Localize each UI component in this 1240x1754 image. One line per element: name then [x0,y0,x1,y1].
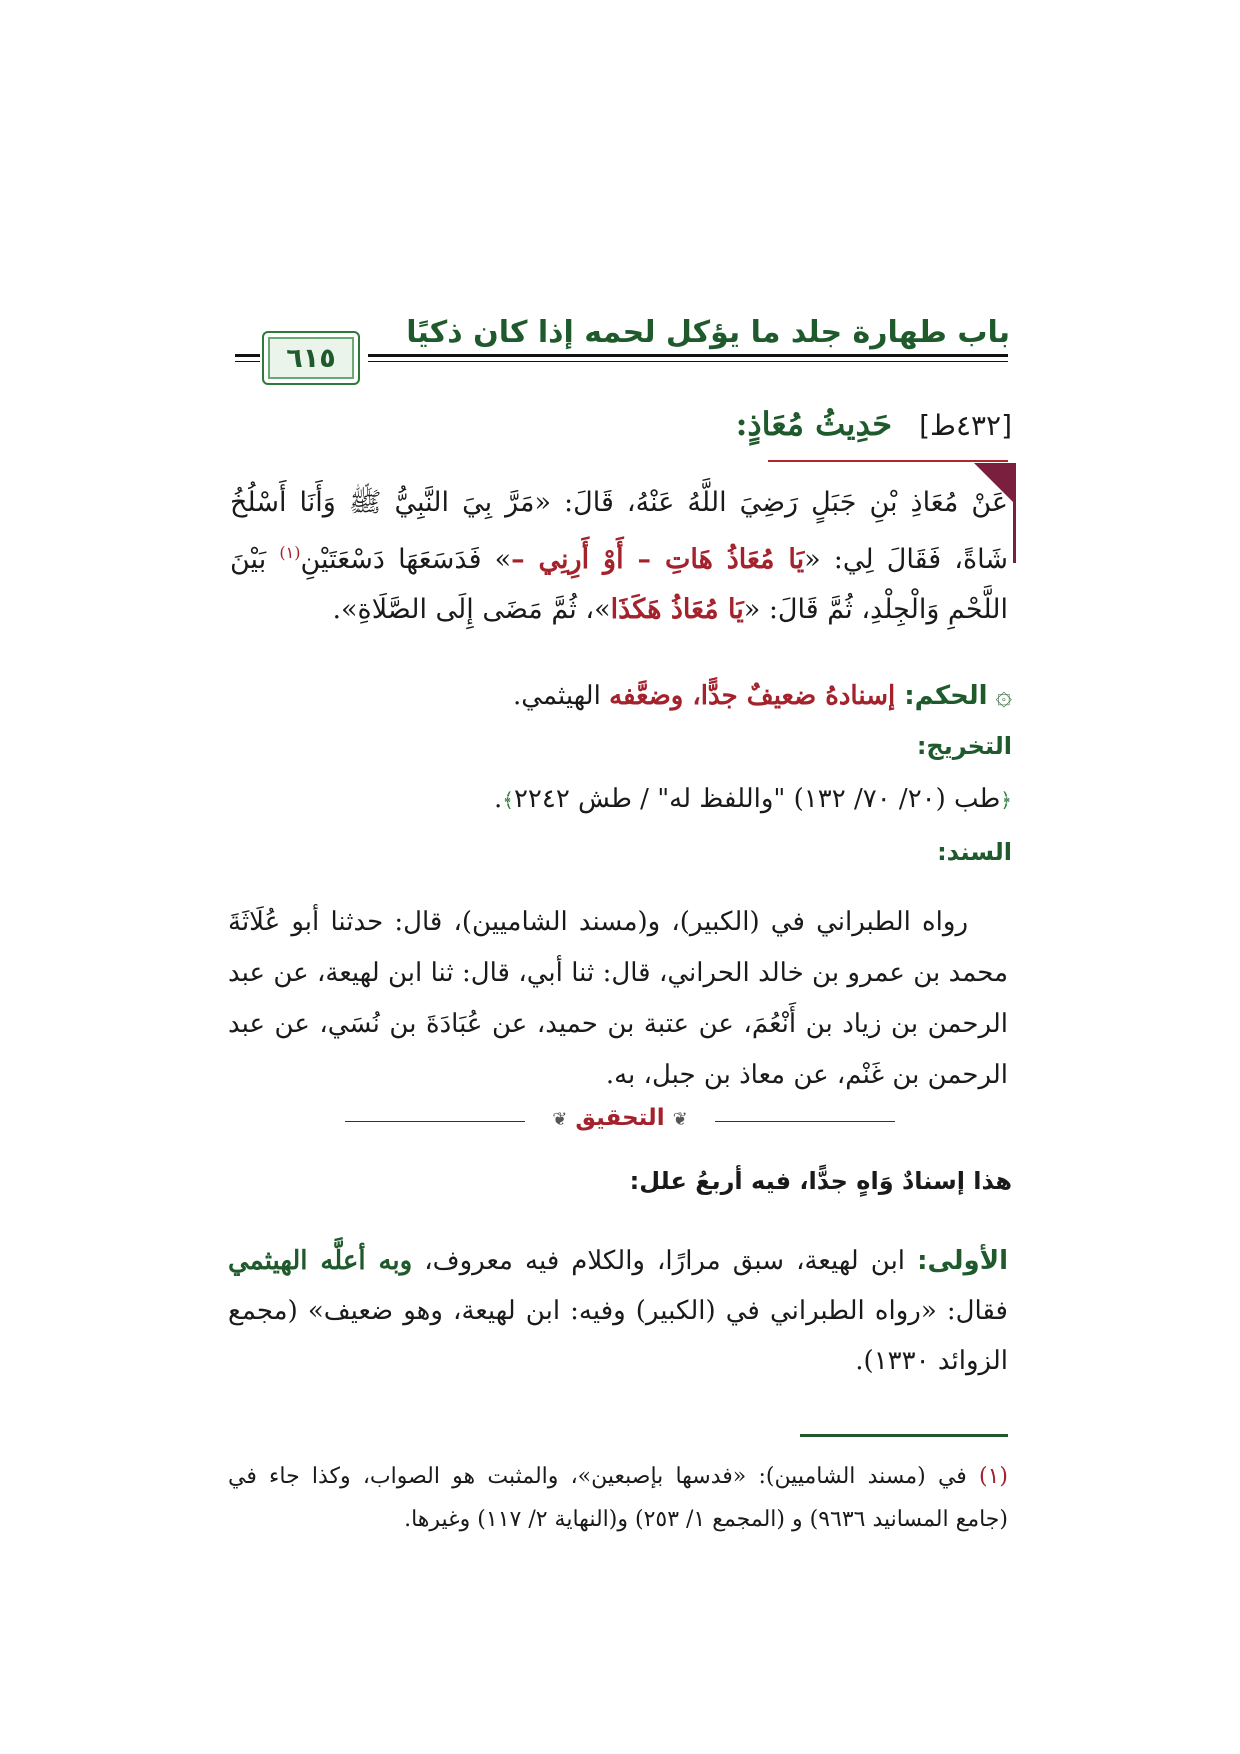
header-rule [368,354,1008,357]
corner-ornament-line [1013,463,1016,563]
header-rule [235,361,260,362]
footnote [228,1455,1008,1541]
illa-first [228,1236,1008,1386]
hadith-emphasis: يَا مُعَاذُ هَكَذَا [610,594,744,625]
hadith-text [230,478,1008,635]
running-title: باب طهارة جلد ما يؤكل لحمه إذا كان ذكيًا [406,315,1010,350]
hadith-text-part: عَنْ مُعَاذِ بْنِ جَبَلٍ رَضِيَ اللَّهُ عَنْهُ، قَالَ: «مَرَّ بِيَ النَّبِيُّ ﷺ وَأَنَا أَسْلُخُ شَاةً، فَقَالَ لِي: « [230,487,1008,575]
verdict [513,678,1012,711]
verdict-value: إسنادهُ ضعيفٌ جدًّا، وضعَّفه [609,681,905,711]
tahqiq-title-wrap [544,1105,695,1131]
ornament-icon: ❦ [672,1109,688,1130]
divider-line [715,1121,895,1122]
header-rule [368,361,1008,362]
verdict-rest: الهيثمي. [513,681,610,711]
hadith-emphasis: يَا مُعَاذُ هَاتِ – أَوْ أَرِنِي – [511,544,805,575]
heading-rule [768,460,1008,462]
sanad-label: السند: [937,838,1012,866]
ornament-icon: ❦ [552,1109,568,1130]
illa-label: الأولى: [917,1246,1008,1276]
rosette-icon: ۞ [995,678,1012,711]
illa-text: فقال: «رواه الطبراني في (الكبير) وفيه: ابن لهيعة، وهو ضعيف» (مجمع الزوائد ١٣٣٠). [228,1296,1008,1376]
verdict-label: الحكم: [904,681,988,711]
tahqiq-title: التحقيق [575,1105,665,1131]
illa-text: ابن لهيعة، سبق مرارًا، والكلام فيه معروف، [412,1246,918,1276]
page-number: ٦١٥ [286,342,336,374]
tahqiq-divider [345,1105,895,1139]
ornate-bracket-close-icon: ﴾ [502,788,514,812]
divider-line [345,1121,525,1122]
hadith-title: حَدِيثُ مُعَاذٍ: [735,405,893,443]
footnote-text: في (مسند الشاميين): «فدسها بإصبعين»، والمثبت هو الصواب، وكذا جاء في (جامع المسانيد ٩٦٣٦) و (المجمع ١/ ٢٥٣) و(النهاية ٢/ ١١٧) وغيرها. [228,1464,1008,1532]
hadith-text-part: » فَدَسَعَهَا دَسْعَتَيْنِ [300,544,512,575]
header-rule [235,354,260,357]
takhrij-end: . [493,784,503,814]
page-number-badge [262,331,360,385]
takhrij-reference: طب (٢٠/ ٧٠/ ١٣٢) "واللفظ له" / طش ٢٢٤٢ [513,784,1001,814]
sanad-text: رواه الطبراني في (الكبير)، و(مسند الشاميين)، قال: حدثنا أبو عُلَاثَةَ محمد بن عمرو بن خالد الحراني، قال: ثنا أبي، قال: ثنا ابن لهيعة، عن عبد الرحمن بن زياد بن أَنْعُمَ، عن عتبة بن حميد، عن عُبَادَةَ بن نُسَي، عن عبد الرحمن بن غَنْم، عن معاذ بن جبل، به. [228,907,1008,1090]
hadith-number: [٤٣٢ط] [919,409,1012,442]
footnote-ref[interactable]: (١) [279,543,301,562]
tahqiq-intro: هذا إسنادٌ وَاهٍ جدًّا، فيه أربعُ علل: [629,1167,1012,1195]
takhrij-label: التخريج: [916,732,1012,760]
hadith-heading [736,405,1012,443]
footnote-number: (١) [978,1464,1008,1489]
illa-emphasis: وبه أعلَّه الهيثمي [228,1246,413,1276]
takhrij-text [494,784,1012,814]
footnote-rule [800,1434,1008,1437]
ornate-bracket-open-icon: ﴿ [1000,788,1012,812]
hadith-text-part: بَيْنَ اللَّحْمِ وَالْجِلْدِ، ثُمَّ قَالَ: « [230,544,1008,625]
hadith-text-part: »، ثُمَّ مَضَى إِلَى الصَّلَاةِ». [332,594,611,625]
